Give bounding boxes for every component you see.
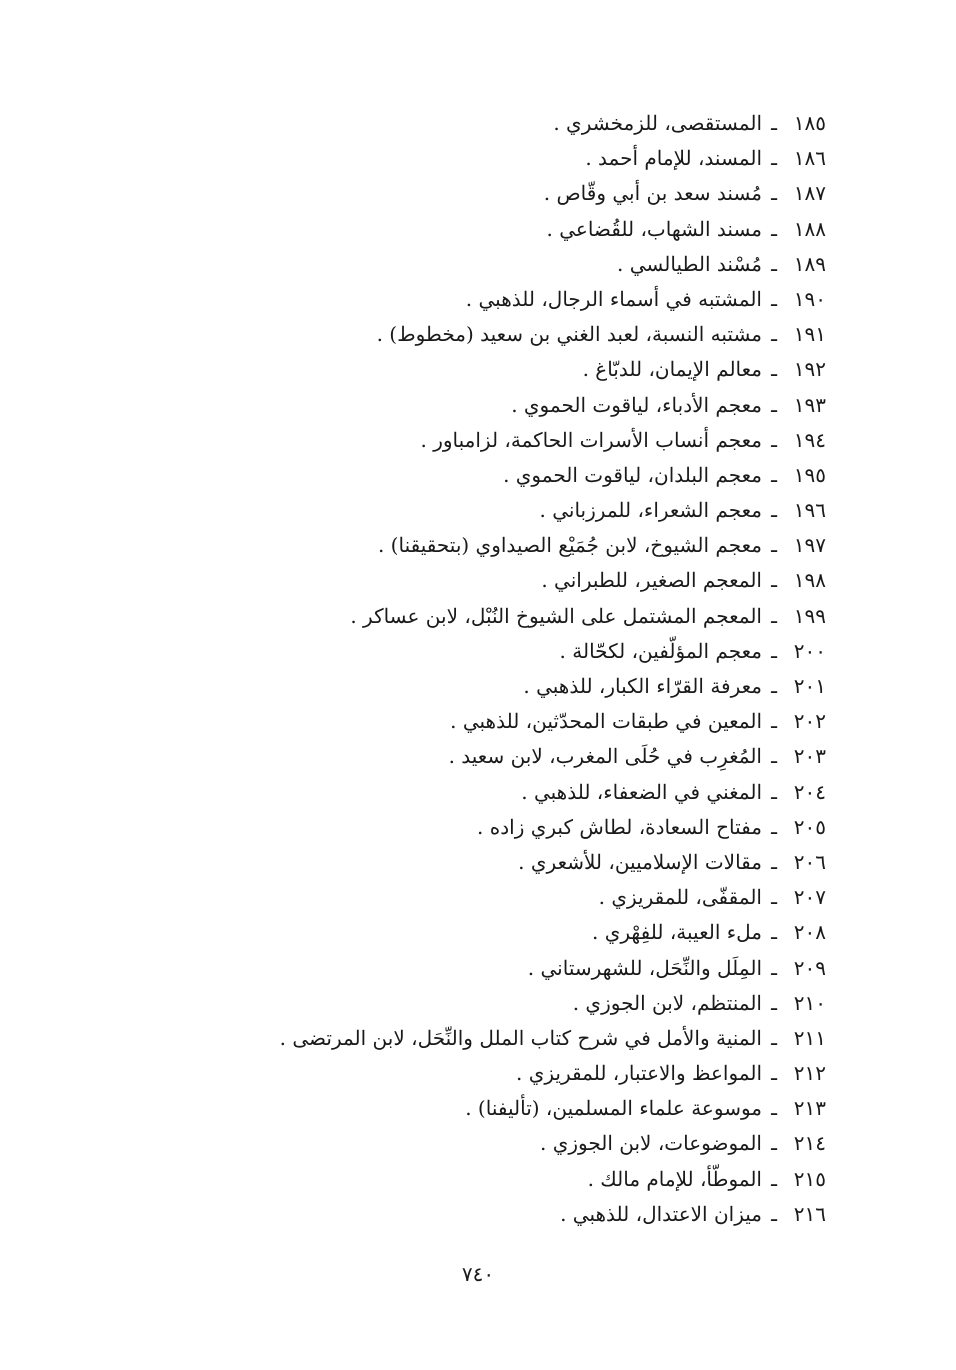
list-item — [106, 352, 826, 387]
entry-separator: ـ — [771, 251, 777, 276]
list-item — [106, 704, 826, 739]
entry-text: معجم الأدباء، لياقوت الحموي . — [511, 392, 762, 417]
entry-separator: ـ — [771, 146, 777, 171]
entry-text: المسند، للإمام أحمد . — [585, 146, 762, 171]
entry-text: معجم أنساب الأسرات الحاكمة، لزامباور . — [420, 427, 762, 452]
entry-separator: ـ — [771, 216, 777, 241]
list-item — [106, 388, 826, 423]
entry-number: ١٩٩ — [793, 603, 826, 628]
entry-text: معالم الإيمان، للدبّاغ . — [582, 357, 762, 382]
entry-number: ٢١٠ — [793, 990, 826, 1015]
entry-text: مُسْند الطيالسي . — [617, 251, 762, 276]
entry-number: ٢١١ — [793, 1025, 826, 1050]
entry-separator: ـ — [771, 638, 777, 663]
entry-number: ١٩٤ — [793, 427, 826, 452]
entry-text: المعين في طبقات المحدّثين، للذهبي . — [450, 709, 762, 734]
list-item — [106, 247, 826, 282]
entry-number: ٢٠٩ — [793, 955, 826, 980]
entry-text: مُسند سعد بن أبي وقّاص . — [543, 181, 762, 206]
entry-text: مقالات الإسلاميين، للأشعري . — [518, 849, 762, 874]
entry-number: ١٩٨ — [793, 568, 826, 593]
entry-separator: ـ — [771, 498, 777, 523]
entry-separator: ـ — [771, 1131, 777, 1156]
list-item — [106, 282, 826, 317]
list-item — [106, 528, 826, 563]
list-item — [106, 1056, 826, 1091]
entry-number: ٢٠٣ — [793, 744, 826, 769]
entry-number: ٢١٣ — [793, 1096, 826, 1121]
list-item — [106, 845, 826, 880]
list-item — [106, 1197, 826, 1232]
entry-text: المقفّى، للمقريزي . — [598, 885, 762, 910]
entry-number: ٢٠٥ — [793, 814, 826, 839]
entry-text: المِلَل والنِّحَل، للشهرستاني . — [527, 955, 762, 980]
list-item — [106, 810, 826, 845]
entry-separator: ـ — [771, 920, 777, 945]
entry-separator: ـ — [771, 322, 777, 347]
list-item — [106, 423, 826, 458]
entry-number: ٢٠٢ — [793, 709, 826, 734]
list-item — [106, 1162, 826, 1197]
list-item — [106, 986, 826, 1021]
entry-number: ١٩٠ — [793, 286, 826, 311]
entry-number: ٢٠٦ — [793, 849, 826, 874]
entry-separator: ـ — [771, 1025, 777, 1050]
entry-text: مشتبه النسبة، لعبد الغني بن سعيد (مخطوط) . — [376, 322, 762, 347]
page-number: ٧٤٠ — [461, 1262, 495, 1286]
entry-text: موسوعة علماء المسلمين، (تأليفنا) . — [465, 1096, 762, 1121]
entry-number: ١٨٩ — [793, 251, 826, 276]
entry-separator: ـ — [771, 427, 777, 452]
entry-separator: ـ — [771, 568, 777, 593]
list-item — [106, 212, 826, 247]
list-item — [106, 634, 826, 669]
entry-text: معجم الشيوخ، لابن جُمَيْع الصيداوي (بتحقيقنا) . — [377, 533, 762, 558]
entry-separator: ـ — [771, 849, 777, 874]
entry-number: ١٩٥ — [793, 462, 826, 487]
entry-number: ١٩٣ — [793, 392, 826, 417]
entry-separator: ـ — [771, 744, 777, 769]
entry-number: ٢١٢ — [793, 1061, 826, 1086]
entry-number: ٢١٤ — [793, 1131, 826, 1156]
entry-text: معجم البلدان، لياقوت الحموي . — [503, 462, 762, 487]
entry-separator: ـ — [771, 674, 777, 698]
entry-text: مفتاح السعادة، لطاش كبري زاده . — [477, 814, 762, 839]
list-item — [106, 775, 826, 810]
entry-text: المعجم المشتمل على الشيوخ النُبْل، لابن عساكر . — [350, 603, 762, 628]
entry-separator: ـ — [771, 1201, 777, 1226]
entry-number: ١٩١ — [793, 322, 826, 347]
entry-text: المستقصى، للزمخشري . — [553, 111, 762, 135]
entry-number: ١٨٧ — [793, 181, 826, 206]
entry-separator: ـ — [771, 533, 777, 558]
entry-text: معجم الشعراء، للمرزباني . — [539, 498, 762, 523]
entry-separator: ـ — [771, 779, 777, 804]
entry-separator: ـ — [771, 392, 777, 417]
entry-separator: ـ — [771, 1096, 777, 1121]
entry-number: ٢١٦ — [793, 1201, 826, 1226]
entry-text: المُغرِب في حُلَى المغرب، لابن سعيد . — [448, 744, 762, 769]
entry-number: ٢٠٧ — [793, 885, 826, 910]
entry-separator: ـ — [771, 603, 777, 628]
list-item — [106, 141, 826, 176]
entry-number: ٢٠٠ — [793, 638, 826, 663]
entry-number: ١٩٢ — [793, 357, 826, 382]
list-item — [106, 458, 826, 493]
entry-number: ٢١٥ — [793, 1166, 826, 1191]
entry-text: معرفة القرّاء الكبار، للذهبي . — [523, 674, 762, 698]
entry-text: المواعظ والاعتبار، للمقريزي . — [516, 1061, 762, 1086]
entry-text: المنية والأمل في شرح كتاب الملل والنِّحَل، لابن المرتضى . — [279, 1025, 762, 1050]
entry-separator: ـ — [771, 462, 777, 487]
entry-number: ١٨٥ — [793, 111, 826, 135]
list-item — [106, 563, 826, 598]
entry-number: ٢٠١ — [793, 674, 826, 698]
list-item — [106, 1126, 826, 1161]
entry-text: المعجم الصغير، للطبراني . — [541, 568, 762, 593]
entry-separator: ـ — [771, 1166, 777, 1191]
entry-separator: ـ — [771, 885, 777, 910]
entry-separator: ـ — [771, 709, 777, 734]
list-item — [106, 1091, 826, 1126]
entry-separator: ـ — [771, 955, 777, 980]
entry-number: ١٩٧ — [793, 533, 826, 558]
entry-number: ١٨٦ — [793, 146, 826, 171]
list-item — [106, 915, 826, 950]
entry-text: ميزان الاعتدال، للذهبي . — [560, 1201, 762, 1226]
entry-text: الموضوعات، لابن الجوزي . — [539, 1131, 762, 1156]
list-item — [106, 599, 826, 634]
list-item — [106, 880, 826, 915]
entry-separator: ـ — [771, 181, 777, 206]
entry-number: ١٩٦ — [793, 498, 826, 523]
list-item — [106, 493, 826, 528]
entry-separator: ـ — [771, 111, 777, 135]
entry-separator: ـ — [771, 990, 777, 1015]
entry-number: ٢٠٤ — [793, 779, 826, 804]
bibliography-list — [106, 106, 826, 1232]
list-item — [106, 106, 826, 141]
entry-separator: ـ — [771, 357, 777, 382]
list-item — [106, 739, 826, 774]
entry-number: ٢٠٨ — [793, 920, 826, 945]
entry-text: الموطّأ، للإمام مالك . — [587, 1166, 762, 1191]
entry-text: مسند الشهاب، للقُضاعي . — [546, 216, 762, 241]
entry-separator: ـ — [771, 286, 777, 311]
list-item — [106, 1021, 826, 1056]
entry-separator: ـ — [771, 814, 777, 839]
list-item — [106, 176, 826, 211]
entry-number: ١٨٨ — [793, 216, 826, 241]
entry-text: المنتظم، لابن الجوزي . — [572, 990, 762, 1015]
entry-text: معجم المؤلّفين، لكحّالة . — [559, 638, 762, 663]
entry-text: المغني في الضعفاء، للذهبي . — [521, 779, 762, 804]
list-item — [106, 951, 826, 986]
entry-text: المشتبه في أسماء الرجال، للذهبي . — [465, 286, 762, 311]
list-item — [106, 317, 826, 352]
entry-text: ملء العيبة، للفِهْري . — [592, 920, 762, 945]
entry-separator: ـ — [771, 1061, 777, 1086]
list-item — [106, 669, 826, 704]
